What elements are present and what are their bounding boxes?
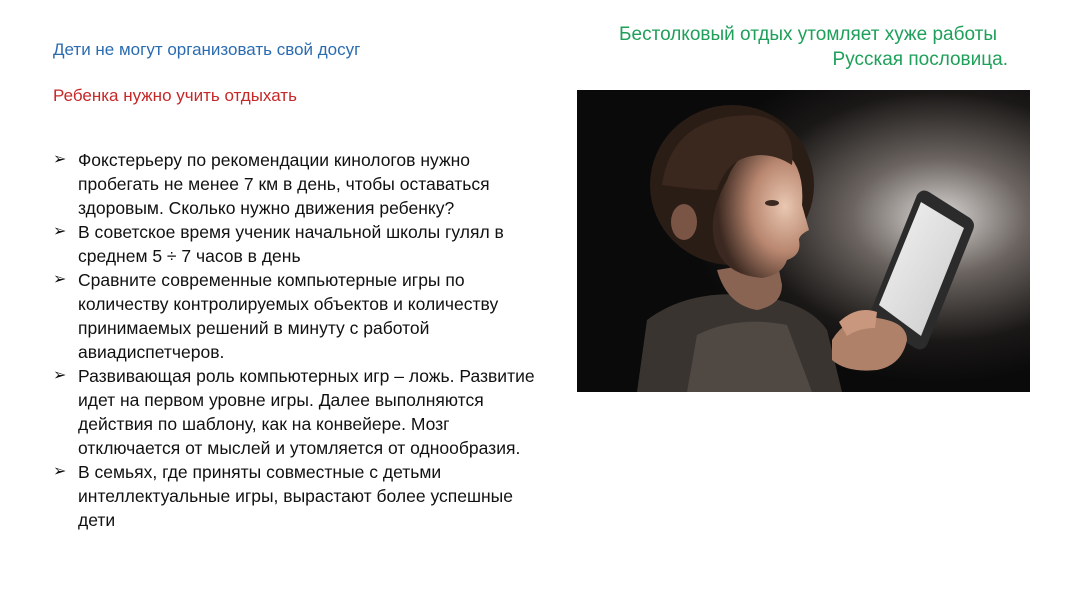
arrow-bullet-icon: ➢ bbox=[53, 463, 67, 480]
proverb-quote bbox=[548, 22, 1008, 72]
bullet-list bbox=[53, 148, 553, 532]
bullet-text: Развивающая роль компьютерных игр – ложь. Развитие идет на первом уровне игры. Далее выполняются действия по шаблону, как на конвейере. Мозг отключается от мыслей и утомляется от однообразия. bbox=[78, 366, 535, 458]
list-item bbox=[53, 220, 553, 268]
child-with-tablet-photo bbox=[577, 90, 1030, 392]
heading-teach-rest: Ребенка нужно учить отдыхать bbox=[53, 86, 297, 105]
heading-leisure: Дети не могут организовать свой досуг bbox=[53, 40, 361, 59]
list-item bbox=[53, 268, 553, 364]
arrow-bullet-icon: ➢ bbox=[53, 271, 67, 288]
arrow-bullet-icon: ➢ bbox=[53, 367, 67, 384]
arrow-bullet-icon: ➢ bbox=[53, 151, 67, 168]
list-item bbox=[53, 148, 553, 220]
list-item bbox=[53, 364, 553, 460]
arrow-bullet-icon: ➢ bbox=[53, 223, 67, 240]
quote-text: Бестолковый отдых утомляет хуже работы bbox=[619, 24, 997, 45]
bullet-text: Сравните современные компьютерные игры по количеству контролируемых объектов и количеству принимаемых решений в минуту с работой авиадиспетчеров. bbox=[78, 270, 499, 362]
bullet-text: В советское время ученик начальной школы гулял в среднем 5 ÷ 7 часов в день bbox=[78, 222, 504, 266]
quote-source: Русская пословица. bbox=[832, 49, 1008, 70]
bullet-text: В семьях, где приняты совместные с детьми интеллектуальные игры, вырастают более успешные дети bbox=[78, 462, 513, 530]
list-item bbox=[53, 460, 553, 532]
bullet-text: Фокстерьеру по рекомендации кинологов нужно пробегать не менее 7 км в день, чтобы оставаться здоровым. Сколько нужно движения ребенку? bbox=[78, 150, 490, 218]
